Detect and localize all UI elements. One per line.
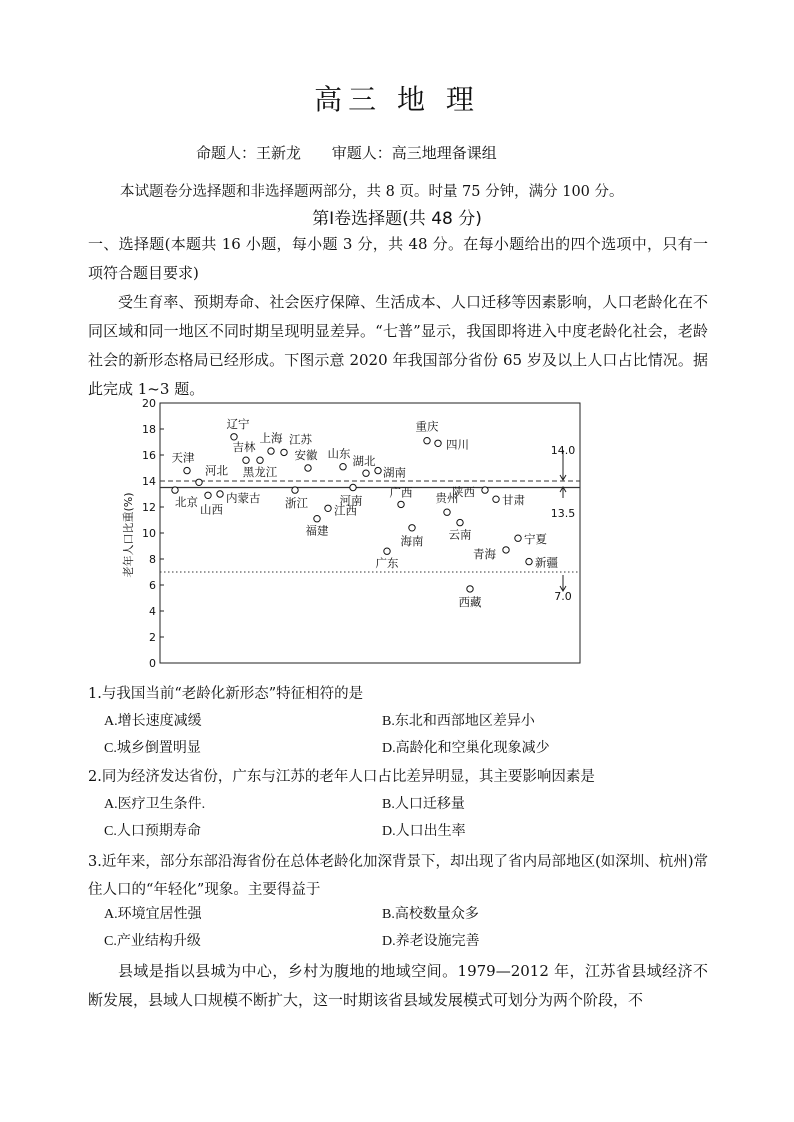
point-label: 福建 <box>305 523 329 538</box>
reference-label: 13.5 <box>550 507 576 520</box>
data-point <box>384 548 390 554</box>
question-3: 3.近年来，部分东部沿海省份在总体老龄化加深背景下，却出现了省内局部地区(如深圳、杭州)常住人口的“年轻化”现象。主要得益于 <box>88 854 708 898</box>
point-label: 天津 <box>171 450 195 465</box>
data-point <box>424 438 430 444</box>
data-point <box>217 491 223 497</box>
section-heading: 第Ⅰ卷选择题(共 48 分) <box>312 209 482 229</box>
exam-intro: 本试题卷分选择题和非选择题两部分，共 8 页。时量 75 分钟，满分 100 分。 <box>120 184 624 200</box>
data-point <box>184 467 190 473</box>
point-label: 重庆 <box>415 419 439 434</box>
point-label: 吉林 <box>232 440 256 455</box>
point-label: 山东 <box>327 446 351 461</box>
data-point <box>314 516 320 522</box>
chart-frame <box>160 403 580 663</box>
data-point <box>375 467 381 473</box>
data-point <box>205 492 211 498</box>
reference-label: 7.0 <box>554 590 572 603</box>
option-1d[interactable]: D.高龄化和空巢化现象减少 <box>382 741 550 756</box>
option-1a[interactable]: A.增长速度减缓 <box>104 714 202 729</box>
plot-border <box>160 403 580 663</box>
point-label: 甘肃 <box>502 493 525 508</box>
point-label: 辽宁 <box>226 416 250 431</box>
point-label: 黑龙江 <box>242 465 278 480</box>
data-point <box>363 470 369 476</box>
data-point <box>340 464 346 470</box>
option-2b[interactable]: B.人口迁移量 <box>382 797 465 812</box>
data-point <box>231 434 237 440</box>
authors-line <box>196 142 523 163</box>
data-point <box>409 525 415 531</box>
option-2c[interactable]: C.人口预期寿命 <box>104 824 201 839</box>
data-point <box>457 519 463 525</box>
y-tick-label: 4 <box>149 605 156 618</box>
option-1c[interactable]: C.城乡倒置明显 <box>104 741 201 756</box>
data-point <box>196 479 202 485</box>
question-1: 1.与我国当前“老龄化新形态”特征相符的是 <box>88 686 364 702</box>
data-point <box>526 558 532 564</box>
point-label: 广西 <box>389 485 413 500</box>
y-tick-label: 6 <box>149 579 156 592</box>
data-point <box>493 496 499 502</box>
point-label: 北京 <box>175 495 198 510</box>
option-3d[interactable]: D.养老设施完善 <box>382 934 480 949</box>
data-point <box>305 465 311 471</box>
point-label: 西藏 <box>458 594 482 609</box>
data-point <box>398 501 404 507</box>
point-label: 江苏 <box>289 432 312 447</box>
point-label: 河北 <box>205 463 228 478</box>
question-2: 2.同为经济发达省份，广东与江苏的老年人口占比差异明显，其主要影响因素是 <box>88 769 595 785</box>
reference-label: 14.0 <box>550 444 576 457</box>
data-point <box>482 487 488 493</box>
point-label: 新疆 <box>535 555 558 570</box>
data-point <box>292 487 298 493</box>
point-label: 四川 <box>446 437 469 452</box>
y-tick-label: 0 <box>149 657 156 670</box>
data-point <box>350 484 356 490</box>
point-label: 河南 <box>339 493 363 508</box>
point-label: 上海 <box>259 431 283 446</box>
passage-county: 县域是指以县城为中心，乡村为腹地的地域空间。1979—2012 年，江苏省县域经济不断发展，县域人口规模不断扩大，这一时期该省县域发展模式可划分为两个阶段，不 <box>88 962 708 1009</box>
passage-aging: 受生育率、预期寿命、社会医疗保障、生活成本、人口迁移等因素影响，人口老龄化在不同区域和同一地区不同时期呈现明显差异。“七普”显示，我国即将进入中度老龄化社会，老龄社会的新形态格局已经形成。下图示意 2020 年我国部分省份 65 岁及以上人口占比情况。据此完成 1~3 题。 <box>88 293 708 398</box>
data-point <box>281 449 287 455</box>
point-label: 广东 <box>375 556 399 571</box>
y-tick-label: 18 <box>142 423 156 436</box>
point-label: 青海 <box>473 546 496 561</box>
point-label: 海南 <box>400 533 424 548</box>
option-2a[interactable]: A.医疗卫生条件. <box>104 797 206 812</box>
data-point <box>325 505 331 511</box>
point-label: 湖南 <box>383 465 406 480</box>
option-2d[interactable]: D.人口出生率 <box>382 824 466 839</box>
data-points <box>172 417 559 609</box>
y-tick-label: 2 <box>149 631 156 644</box>
y-axis <box>142 397 164 670</box>
data-point <box>503 547 509 553</box>
aging-scatter-chart <box>120 393 600 673</box>
author: 命题人：王新龙 <box>196 144 302 162</box>
reviewer: 审题人：高三地理备课组 <box>331 144 497 162</box>
y-axis-label: 老年人口比重(%) <box>122 492 135 578</box>
data-point <box>515 535 521 541</box>
option-3b[interactable]: B.高校数量众多 <box>382 907 479 922</box>
data-point <box>467 586 473 592</box>
point-label: 贵州 <box>435 491 459 506</box>
option-3a[interactable]: A.环境宜居性强 <box>104 907 202 922</box>
option-3c[interactable]: C.产业结构升级 <box>104 934 201 949</box>
y-tick-label: 10 <box>142 527 156 540</box>
data-point <box>268 448 274 454</box>
point-label: 宁夏 <box>524 532 547 547</box>
data-point <box>444 509 450 515</box>
point-label: 湖北 <box>352 454 376 469</box>
data-point <box>257 457 263 463</box>
y-tick-label: 8 <box>149 553 156 566</box>
point-label: 浙江 <box>285 496 308 511</box>
point-label: 内蒙古 <box>226 491 261 505</box>
data-point <box>172 487 178 493</box>
y-tick-label: 16 <box>142 449 156 462</box>
instructions: 一、选择题(本题共 16 小题，每小题 3 分，共 48 分。在每小题给出的四个选项中，只有一项符合题目要求) <box>88 235 708 282</box>
page-title: 高三 地 理 <box>314 83 480 116</box>
point-label: 江西 <box>334 503 357 518</box>
y-tick-label: 14 <box>142 475 156 488</box>
option-1b[interactable]: B.东北和西部地区差异小 <box>382 714 535 729</box>
point-label: 安徽 <box>294 448 318 462</box>
point-label: 陕西 <box>452 485 475 500</box>
point-label: 云南 <box>448 527 472 542</box>
y-tick-label: 12 <box>142 501 156 514</box>
point-label: 山西 <box>200 502 223 517</box>
data-point <box>435 440 441 446</box>
y-tick-label: 20 <box>142 397 156 410</box>
data-point <box>243 457 249 463</box>
